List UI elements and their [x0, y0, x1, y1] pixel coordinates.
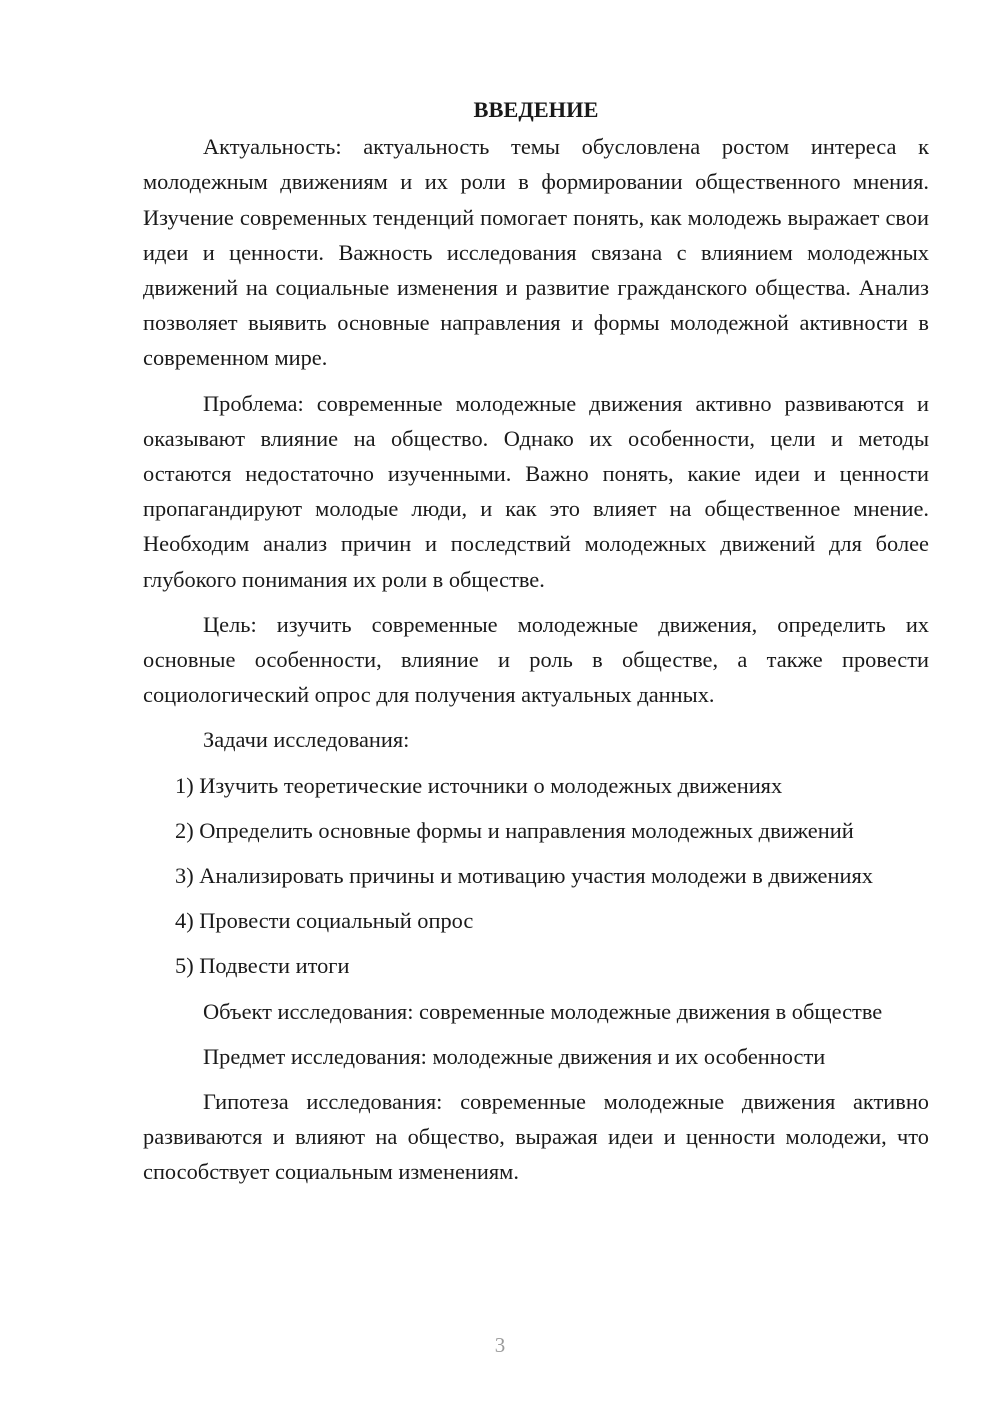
- task-item-1: 1) Изучить теоретические источники о молодежных движениях: [175, 772, 783, 798]
- task-item-4: 4) Провести социальный опрос: [175, 908, 474, 934]
- paragraph-tasks-title: Задачи исследования:: [203, 727, 410, 753]
- document-page: [143, 92, 929, 1200]
- paragraph-hypothesis: Гипотеза исследования: современные молодежные движения активно развиваются и влияют на общество, выражая идеи и ценности молодежи, что способствует социальным изменениям.: [143, 1089, 929, 1185]
- paragraph-relevance: Актуальность: актуальность темы обусловлена ростом интереса к молодежным движениям и их роли в формировании общественного мнения. Изучение современных тенденций помогает понять, как молодежь выражает свои идеи и ценности. Важность исследования связана с влиянием молодежных движений на социальные изменения и развитие гражданского общества. Анализ позволяет выявить основные направления и формы молодежной активности в современном мире.: [143, 134, 929, 371]
- paragraph-problem: Проблема: современные молодежные движения активно развиваются и оказывают влияние на общество. Однако их особенности, цели и методы остаются недостаточно изученными. Важно понять, какие идеи и ценности пропагандируют молодые люди, и как это влияет на общественное мнение. Необходим анализ причин и последствий молодежных движений для более глубокого понимания их роли в обществе.: [143, 390, 929, 592]
- paragraph-subject: Предмет исследования: молодежные движения и их особенности: [203, 1043, 826, 1069]
- task-item-3: 3) Анализировать причины и мотивацию участия молодежи в движениях: [175, 863, 873, 889]
- section-heading: ВВЕДЕНИЕ: [473, 97, 599, 122]
- task-item-5: 5) Подвести итоги: [175, 953, 350, 979]
- paragraph-object: Объект исследования: современные молодежные движения в обществе: [203, 998, 883, 1024]
- paragraph-goal: Цель: изучить современные молодежные движения, определить их основные особенности, влияние и роль в обществе, а также провести социологический опрос для получения актуальных данных.: [143, 611, 929, 708]
- task-item-2: 2) Определить основные формы и направления молодежных движений: [175, 817, 854, 843]
- page-number: 3: [494, 1333, 506, 1357]
